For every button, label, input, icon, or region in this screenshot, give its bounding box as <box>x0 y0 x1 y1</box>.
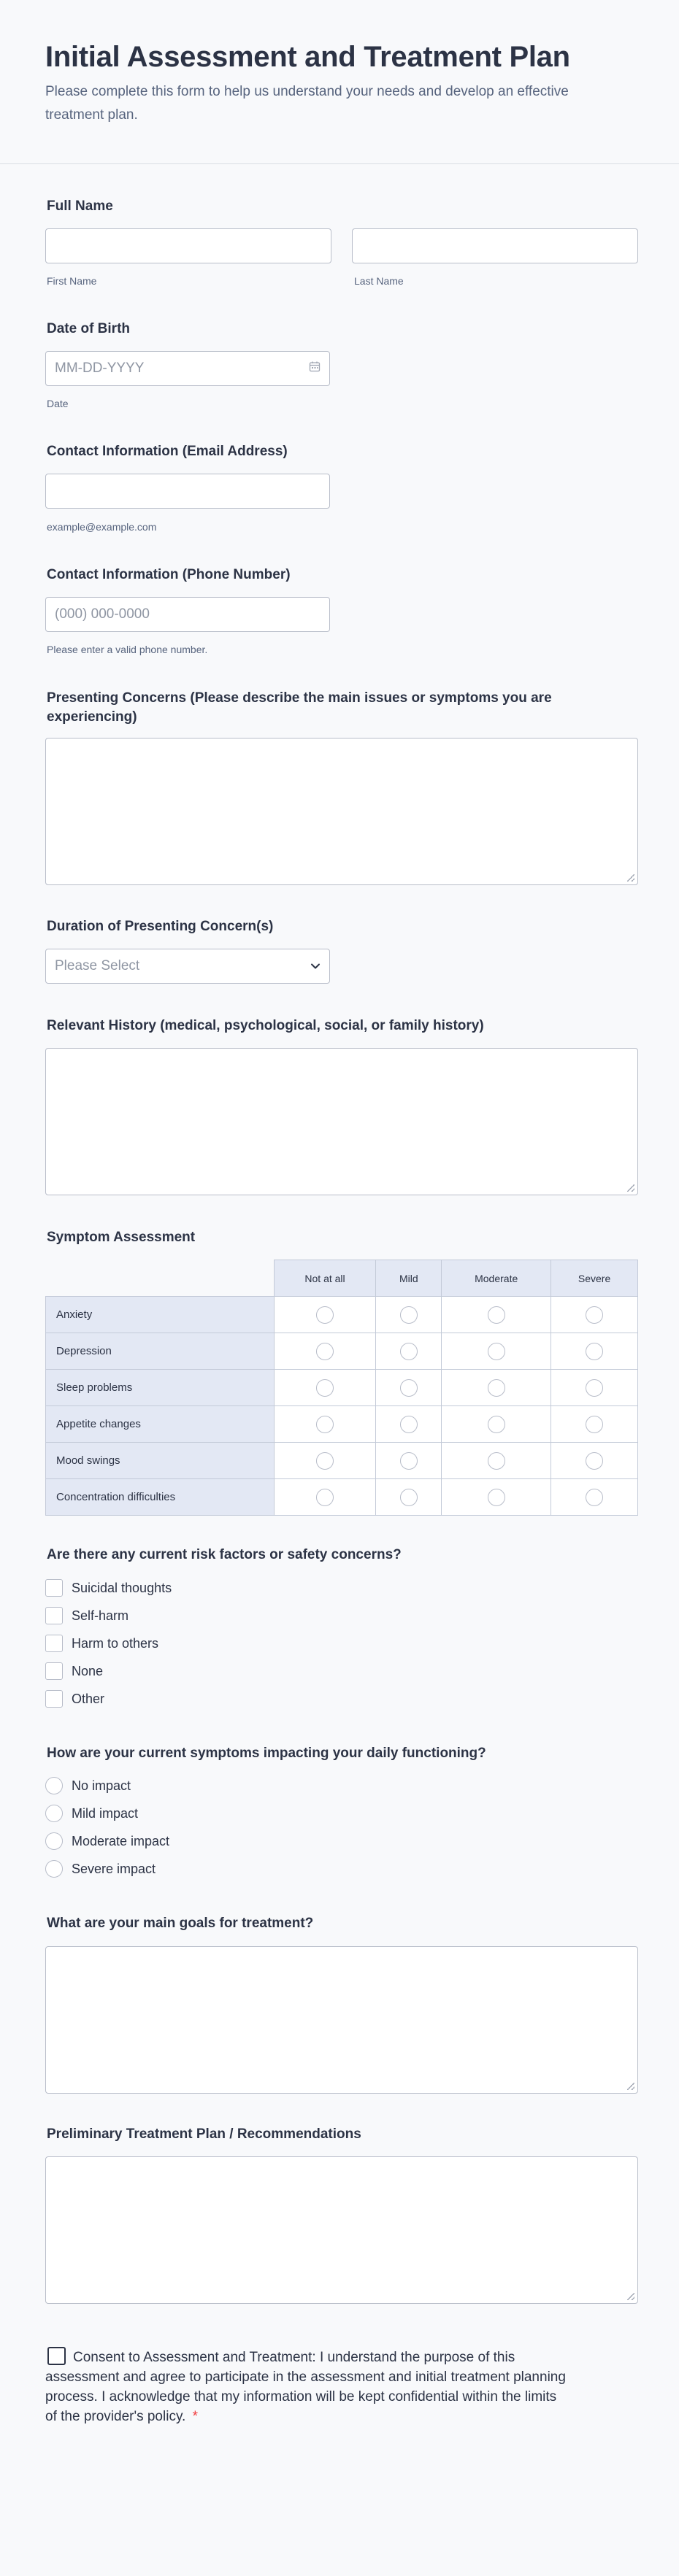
consent-text: Consent to Assessment and Treatment: I understand the purpose of this assessment and agree to participate in the assessment and initial treatment planning process. I acknowledge that my information will be kept confidential within the limits of the provider's policy. <box>45 2350 566 2424</box>
symptom-assessment-label: Symptom Assessment <box>47 1230 196 1245</box>
checkbox[interactable] <box>45 1579 63 1597</box>
matrix-cell[interactable] <box>551 1370 638 1406</box>
radio-button[interactable] <box>316 1343 334 1360</box>
risk-option[interactable] <box>45 1685 172 1713</box>
treatment-plan-label: Preliminary Treatment Plan / Recommendations <box>47 2126 361 2142</box>
radio-button[interactable] <box>488 1452 505 1470</box>
matrix-column-header: Moderate <box>442 1260 551 1297</box>
radio-button[interactable] <box>45 1860 63 1878</box>
matrix-corner <box>46 1260 275 1297</box>
radio-button[interactable] <box>45 1832 63 1850</box>
radio-button[interactable] <box>400 1379 418 1397</box>
impact-label: How are your current symptoms impacting your daily functioning? <box>47 1746 486 1761</box>
chevron-down-icon <box>310 958 321 974</box>
radio-button[interactable] <box>586 1489 603 1506</box>
matrix-column-header: Mild <box>376 1260 442 1297</box>
phone-label: Contact Information (Phone Number) <box>47 567 291 582</box>
impact-option-label: Severe impact <box>72 1861 156 1876</box>
checkbox[interactable] <box>45 1607 63 1624</box>
matrix-row <box>46 1333 638 1370</box>
history-textarea[interactable] <box>45 1048 638 1195</box>
risk-option-label: Self-harm <box>72 1608 129 1623</box>
matrix-cell[interactable] <box>442 1297 551 1333</box>
impact-option[interactable] <box>45 1827 169 1855</box>
checkbox[interactable] <box>45 1662 63 1680</box>
radio-button[interactable] <box>400 1452 418 1470</box>
matrix-cell[interactable] <box>274 1297 376 1333</box>
page-subtitle: Please complete this form to help us understand your needs and develop an effective treatment plan. <box>45 84 569 123</box>
risk-factors-label: Are there any current risk factors or safety concerns? <box>47 1547 402 1562</box>
presenting-concerns-textarea[interactable] <box>45 738 638 885</box>
radio-button[interactable] <box>586 1452 603 1470</box>
first-name-sublabel: First Name <box>47 275 97 287</box>
email-label: Contact Information (Email Address) <box>47 444 288 459</box>
radio-button[interactable] <box>400 1489 418 1506</box>
resize-grip-icon[interactable] <box>627 2083 634 2090</box>
checkbox[interactable] <box>45 1690 63 1708</box>
phone-input[interactable] <box>45 597 330 632</box>
impact-option-label: No impact <box>72 1778 131 1793</box>
checkbox[interactable] <box>45 1635 63 1652</box>
radio-button[interactable] <box>488 1343 505 1360</box>
duration-select[interactable] <box>45 949 330 984</box>
impact-options <box>45 1772 169 1883</box>
last-name-sublabel: Last Name <box>354 275 404 287</box>
consent-checkbox[interactable] <box>47 2347 66 2365</box>
risk-option-label: Harm to others <box>72 1635 159 1651</box>
radio-button[interactable] <box>45 1777 63 1794</box>
matrix-row <box>46 1370 638 1406</box>
risk-option[interactable] <box>45 1630 172 1657</box>
radio-button[interactable] <box>316 1452 334 1470</box>
radio-button[interactable] <box>400 1343 418 1360</box>
matrix-row <box>46 1479 638 1516</box>
history-label: Relevant History (medical, psychological, social, or family history) <box>47 1018 484 1033</box>
radio-button[interactable] <box>488 1416 505 1433</box>
matrix-row-label: Sleep problems <box>46 1370 275 1406</box>
matrix-row <box>46 1406 638 1443</box>
resize-grip-icon[interactable] <box>627 1184 634 1192</box>
risk-factors-options <box>45 1574 172 1713</box>
radio-button[interactable] <box>586 1416 603 1433</box>
email-input[interactable] <box>45 474 330 509</box>
matrix-row-label: Mood swings <box>46 1443 275 1479</box>
radio-button[interactable] <box>586 1379 603 1397</box>
impact-option[interactable] <box>45 1800 169 1827</box>
radio-button[interactable] <box>400 1306 418 1324</box>
matrix-cell[interactable] <box>274 1406 376 1443</box>
matrix-cell[interactable] <box>274 1333 376 1370</box>
last-name-input[interactable] <box>352 228 638 263</box>
impact-option[interactable] <box>45 1772 169 1800</box>
risk-option[interactable] <box>45 1574 172 1602</box>
matrix-cell[interactable] <box>274 1443 376 1479</box>
email-sublabel: example@example.com <box>47 521 157 533</box>
matrix-cell[interactable] <box>551 1297 638 1333</box>
first-name-input[interactable] <box>45 228 331 263</box>
goals-label: What are your main goals for treatment? <box>47 1916 314 1931</box>
consent-field <box>45 2347 571 2426</box>
resize-grip-icon[interactable] <box>627 874 634 882</box>
matrix-cell[interactable] <box>551 1479 638 1516</box>
full-name-label: Full Name <box>47 198 113 214</box>
matrix-cell[interactable] <box>376 1297 442 1333</box>
radio-button[interactable] <box>45 1805 63 1822</box>
duration-selected-value: Please Select <box>55 958 140 973</box>
matrix-cell[interactable] <box>274 1479 376 1516</box>
calendar-icon[interactable] <box>309 360 321 377</box>
dob-input[interactable] <box>45 351 330 386</box>
matrix-cell[interactable] <box>376 1333 442 1370</box>
radio-button[interactable] <box>316 1416 334 1433</box>
dob-sublabel: Date <box>47 398 69 409</box>
matrix-row <box>46 1297 638 1333</box>
radio-button[interactable] <box>400 1416 418 1433</box>
matrix-cell[interactable] <box>274 1370 376 1406</box>
risk-option[interactable] <box>45 1602 172 1630</box>
symptom-matrix <box>45 1260 638 1516</box>
matrix-row-label: Appetite changes <box>46 1406 275 1443</box>
matrix-cell[interactable] <box>442 1370 551 1406</box>
matrix-row-label: Anxiety <box>46 1297 275 1333</box>
matrix-cell[interactable] <box>551 1406 638 1443</box>
radio-button[interactable] <box>586 1343 603 1360</box>
duration-label: Duration of Presenting Concern(s) <box>47 919 274 934</box>
risk-option-label: Suicidal thoughts <box>72 1580 172 1595</box>
dob-label: Date of Birth <box>47 321 130 336</box>
matrix-cell[interactable] <box>442 1406 551 1443</box>
phone-sublabel: Please enter a valid phone number. <box>47 644 208 655</box>
risk-option[interactable] <box>45 1657 172 1685</box>
resize-grip-icon[interactable] <box>627 2293 634 2300</box>
risk-option-label: None <box>72 1663 104 1678</box>
matrix-cell[interactable] <box>376 1406 442 1443</box>
matrix-row-label: Depression <box>46 1333 275 1370</box>
radio-button[interactable] <box>316 1306 334 1324</box>
impact-option[interactable] <box>45 1855 169 1883</box>
treatment-plan-textarea[interactable] <box>45 2156 638 2304</box>
radio-button[interactable] <box>488 1306 505 1324</box>
matrix-row <box>46 1443 638 1479</box>
radio-button[interactable] <box>316 1489 334 1506</box>
impact-option-label: Moderate impact <box>72 1833 170 1848</box>
form-header <box>0 0 679 164</box>
matrix-cell[interactable] <box>376 1370 442 1406</box>
radio-button[interactable] <box>488 1379 505 1397</box>
matrix-column-header: Severe <box>551 1260 638 1297</box>
matrix-cell[interactable] <box>551 1443 638 1479</box>
goals-textarea[interactable] <box>45 1946 638 2094</box>
matrix-column-header: Not at all <box>274 1260 376 1297</box>
page-title: Initial Assessment and Treatment Plan <box>45 41 570 73</box>
radio-button[interactable] <box>488 1489 505 1506</box>
matrix-cell[interactable] <box>376 1443 442 1479</box>
matrix-cell[interactable] <box>442 1443 551 1479</box>
risk-option-label: Other <box>72 1691 105 1706</box>
matrix-cell[interactable] <box>551 1333 638 1370</box>
required-asterisk: * <box>192 2409 198 2424</box>
impact-option-label: Mild impact <box>72 1805 139 1821</box>
dob-placeholder: MM-DD-YYYY <box>55 360 145 376</box>
matrix-cell[interactable] <box>376 1479 442 1516</box>
radio-button[interactable] <box>586 1306 603 1324</box>
presenting-concerns-label: Presenting Concerns (Please describe the main issues or symptoms you are experiencing) <box>47 690 552 725</box>
matrix-cell[interactable] <box>442 1333 551 1370</box>
phone-placeholder: (000) 000-0000 <box>55 606 150 622</box>
radio-button[interactable] <box>316 1379 334 1397</box>
matrix-row-label: Concentration difficulties <box>46 1479 275 1516</box>
matrix-cell[interactable] <box>442 1479 551 1516</box>
